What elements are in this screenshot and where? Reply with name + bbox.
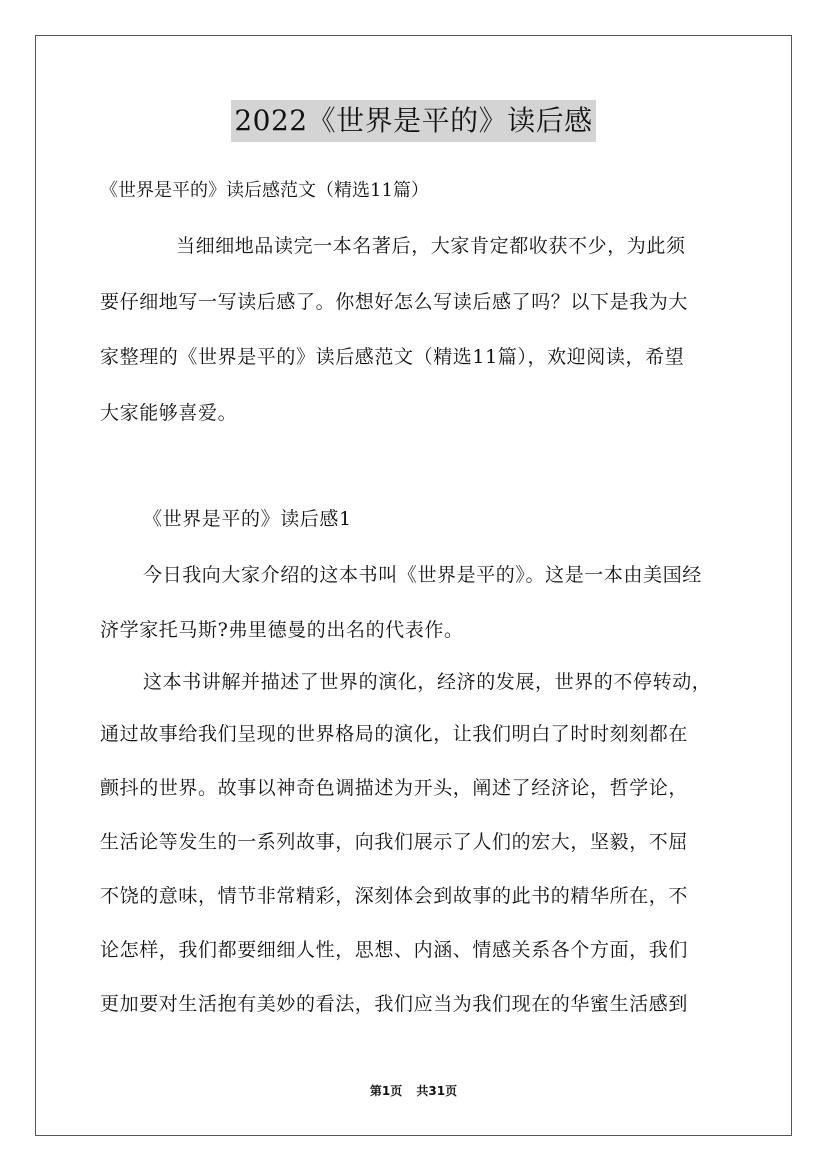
paragraph-line: 这本书讲解并描述了世界的演化，经济的发展，世界的不停转动， bbox=[143, 671, 712, 693]
paragraph-line: 颤抖的世界。故事以神奇色调描述为开头，阐述了经济论，哲学论， bbox=[100, 777, 689, 799]
document-subtitle: 《世界是平的》读后感范文（精选11篇） bbox=[100, 180, 429, 201]
paragraph-line: 论怎样，我们都要细细人性，思想、内涵、情感关系各个方面，我们 bbox=[100, 939, 689, 961]
paragraph-line: 通过故事给我们呈现的世界格局的演化，让我们明白了时时刻刻都在 bbox=[100, 723, 689, 745]
title-wrap bbox=[0, 100, 827, 142]
paragraph-line: 不饶的意味，情节非常精彩，深刻体会到故事的此书的精华所在，不 bbox=[100, 885, 689, 907]
intro-line: 当细细地品读完一本名著后，大家肯定都收获不少，为此须 bbox=[176, 235, 686, 257]
paragraph-line: 生活论等发生的一系列故事，向我们展示了人们的宏大，坚毅，不屈 bbox=[100, 831, 689, 853]
intro-line: 大家能够喜爱。 bbox=[100, 402, 238, 424]
section-heading: 《世界是平的》读后感1 bbox=[143, 508, 352, 530]
page-number-current: 第1页 bbox=[369, 1084, 403, 1098]
page-footer bbox=[0, 1082, 827, 1100]
paragraph-line: 济学家托马斯?弗里德曼的出名的代表作。 bbox=[100, 619, 464, 641]
paragraph-line: 今日我向大家介绍的这本书叫《世界是平的》。这是一本由美国经 bbox=[143, 564, 702, 586]
page-number-total: 共31页 bbox=[416, 1084, 458, 1098]
paragraph-line: 更加要对生活抱有美妙的看法，我们应当为我们现在的华蜜生活感到 bbox=[100, 993, 689, 1015]
intro-line: 家整理的《世界是平的》读后感范文（精选11篇），欢迎阅读，希望 bbox=[100, 346, 685, 368]
intro-line: 要仔细地写一写读后感了。你想好怎么写读后感了吗？以下是我为大 bbox=[100, 291, 689, 313]
document-title: 2022《世界是平的》读后感 bbox=[231, 100, 595, 142]
